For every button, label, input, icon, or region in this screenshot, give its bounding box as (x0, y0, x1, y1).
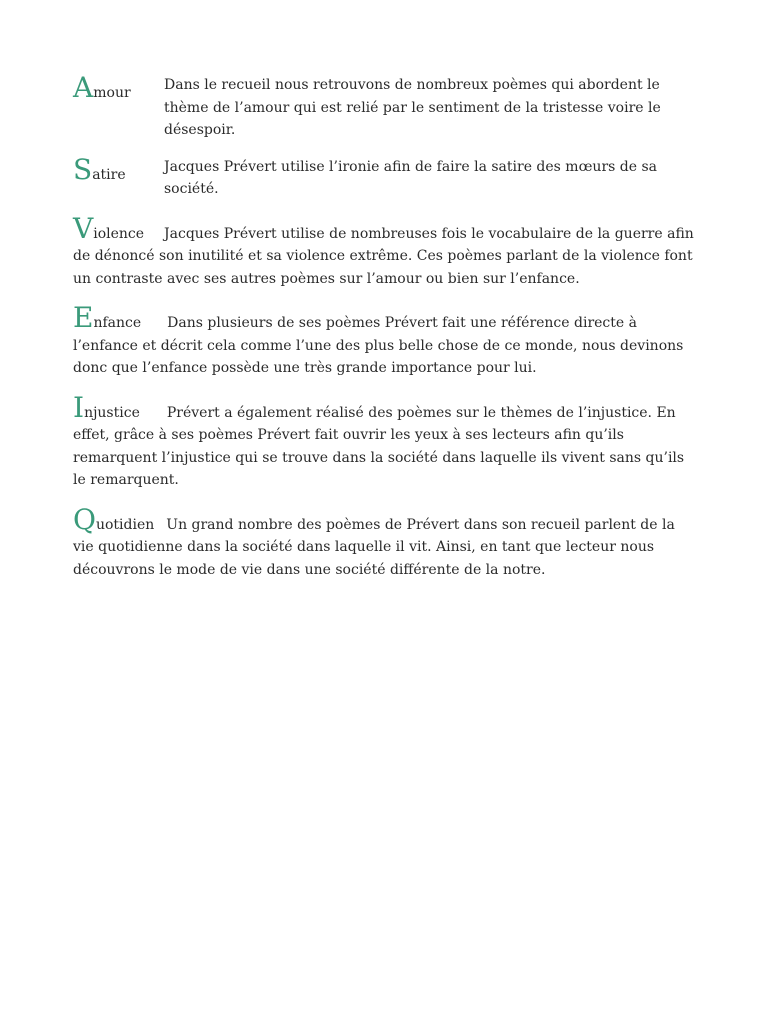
entry-term (73, 502, 155, 536)
entry-initial: Q (73, 502, 96, 536)
entry-text: Dans le recueil nous retrouvons de nombreux poèmes qui abordent le thème de l’amour qui est relié par le sentiment de la tristesse voire le désespoir. (164, 77, 661, 138)
entry-text: Jacques Prévert utilise de nombreuses fois le vocabulaire de la guerre afin de dénoncé son inutilité et sa violence extrême. Ces poèmes parlant de la violence font un contraste avec ses autres poèmes sur l’amour ou bien sur l’enfance. (73, 225, 694, 287)
entry-term (73, 71, 131, 105)
entry-text: Prévert a également réalisé des poèmes sur le thèmes de l’injustice. En effet, grâce à ses poèmes Prévert fait ouvrir les yeux à ses lecteurs afin qu’ils remarquent l’injustice qui se trouve dans la société dans laquelle ils vivent sans qu’ils le remarquent. (73, 404, 685, 488)
entry-text: Un grand nombre des poèmes de Prévert dans son recueil parlent de la vie quotidienne dans la société dans laquelle il vit. Ainsi, en tant que lecteur nous découvrons le mode de vie dans une société différente de la notre. (73, 516, 675, 578)
entry-term-rest: atire (92, 166, 126, 183)
entry-initial: S (73, 152, 93, 186)
entry-initial: I (73, 390, 85, 424)
entry-violence (73, 211, 698, 291)
entry-term-rest: uotidien (95, 516, 155, 533)
entry-term (73, 301, 142, 334)
entry-satire (73, 152, 698, 201)
entry-term-rest: mour (93, 85, 131, 101)
entry-term-rest: njustice (84, 404, 140, 421)
acrostic-document (73, 71, 698, 595)
entry-injustice (73, 390, 698, 492)
entry-initial: E (73, 301, 94, 334)
entry-enfance (73, 301, 698, 380)
entry-term-rest: nfance (93, 315, 142, 331)
entry-quotidien (73, 502, 698, 582)
entry-term-rest: iolence (93, 225, 145, 242)
entry-term (73, 211, 145, 245)
entry-initial: V (73, 211, 94, 245)
entry-amour (73, 71, 698, 142)
entry-term (73, 390, 140, 424)
entry-text: Dans plusieurs de ses poèmes Prévert fait une référence directe à l’enfance et décrit cela comme l’une des plus belle chose de ce monde, nous devinons donc que l’enfance possède une très grande importance pour lui. (73, 315, 684, 376)
entry-term (73, 152, 126, 187)
entry-initial: A (73, 71, 94, 104)
entry-text: Jacques Prévert utilise l’ironie afin de faire la satire des mœurs de sa société. (164, 158, 658, 197)
